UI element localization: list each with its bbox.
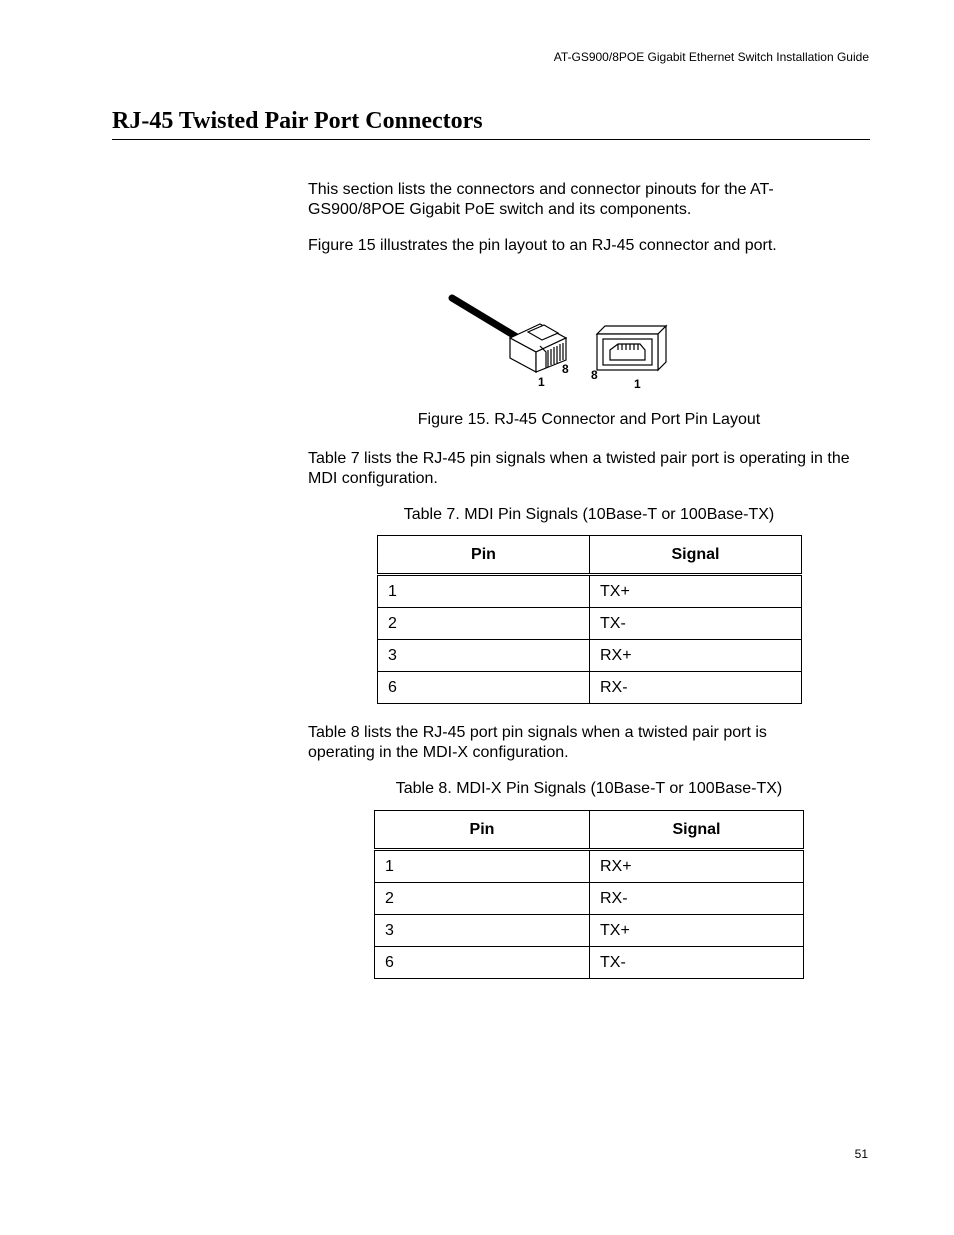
pin-cell: 6 (375, 947, 590, 979)
rj45-port-icon (597, 326, 666, 370)
plug-pin-8-label: 8 (562, 362, 569, 376)
pin-cell: 2 (375, 883, 590, 915)
rj45-connector-and-port-illustration (440, 290, 680, 395)
pin-cell: 1 (375, 850, 590, 883)
running-header: AT-GS900/8POE Gigabit Ethernet Switch Installation Guide (553, 50, 869, 64)
section-title: RJ-45 Twisted Pair Port Connectors (112, 107, 870, 140)
port-pin-8-label: 8 (591, 368, 598, 382)
mdi-x-pin-signals-table (374, 810, 804, 979)
pin-cell: 1 (378, 575, 590, 608)
table-row (378, 575, 802, 608)
pin-cell: 2 (378, 608, 590, 640)
signal-cell: RX+ (590, 640, 802, 672)
table8-caption: Table 8. MDI-X Pin Signals (10Base-T or 100Base-TX) (395, 780, 783, 797)
table-row (378, 640, 802, 672)
rj45-figure (440, 290, 680, 395)
table7-caption: Table 7. MDI Pin Signals (10Base-T or 100Base-TX) (403, 506, 775, 523)
table-header-row (375, 811, 804, 850)
figure-reference-paragraph: Figure 15 illustrates the pin layout to an RJ-45 connector and port. (308, 237, 777, 254)
signal-cell: TX- (590, 947, 804, 979)
table-row (375, 850, 804, 883)
table-header-row (378, 536, 802, 575)
pin-cell: 3 (375, 915, 590, 947)
signal-cell: TX- (590, 608, 802, 640)
signal-cell: TX+ (590, 575, 802, 608)
figure-caption: Figure 15. RJ-45 Connector and Port Pin Layout (417, 411, 761, 428)
table-row (375, 883, 804, 915)
plug-pin-1-label: 1 (538, 375, 545, 389)
rj45-plug-icon (510, 324, 566, 372)
table-row (375, 915, 804, 947)
signal-cell: RX- (590, 672, 802, 704)
signal-cell: RX- (590, 883, 804, 915)
pin-column-header: Pin (375, 811, 590, 850)
table-row (378, 672, 802, 704)
page-number: 51 (854, 1147, 868, 1161)
table-row (375, 947, 804, 979)
cable (452, 298, 525, 342)
signal-cell: TX+ (590, 915, 804, 947)
pin-cell: 3 (378, 640, 590, 672)
pin-column-header: Pin (378, 536, 590, 575)
mdi-pin-signals-table (377, 535, 802, 704)
port-pin-1-label: 1 (634, 377, 641, 391)
signal-column-header: Signal (590, 536, 802, 575)
table8-intro-paragraph: Table 8 lists the RJ-45 port pin signals when a twisted pair port is operating in the MDI-X configuration. (308, 724, 767, 761)
table7-intro-paragraph: Table 7 lists the RJ-45 pin signals when a twisted pair port is operating in the MDI configuration. (308, 450, 850, 487)
signal-column-header: Signal (590, 811, 804, 850)
signal-cell: RX+ (590, 850, 804, 883)
pin-cell: 6 (378, 672, 590, 704)
intro-paragraph: This section lists the connectors and connector pinouts for the AT-GS900/8POE Gigabit PoE switch and its components. (308, 181, 774, 218)
table-row (378, 608, 802, 640)
